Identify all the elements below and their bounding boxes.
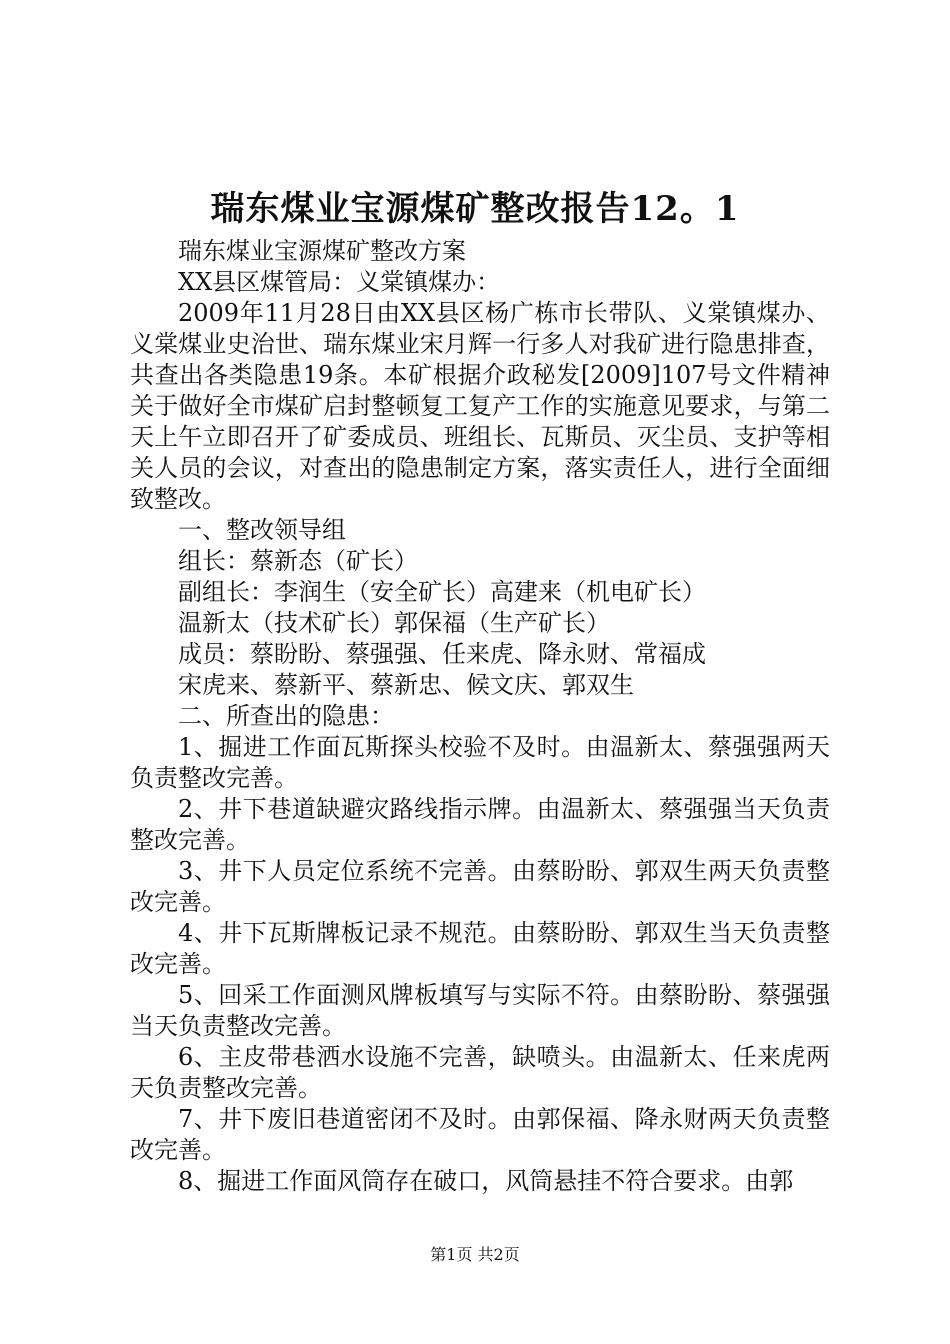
list-item: 8、掘进工作面风筒存在破口，风筒悬挂不符合要求。由郭: [178, 1167, 794, 1195]
paragraph: 瑞东煤业宝源煤矿整改方案: [178, 237, 466, 265]
list-item: 6、主皮带巷洒水设施不完善，缺喷头。由温新太、任来虎两天负责整改完善。: [130, 1043, 830, 1102]
paragraph: 组长：蔡新态（矿长）: [178, 547, 418, 575]
list-item: 4、井下瓦斯牌板记录不规范。由蔡盼盼、郭双生当天负责整改完善。: [130, 919, 830, 978]
paragraph: 成员：蔡盼盼、蔡强强、任来虎、降永财、常福成: [178, 640, 706, 668]
paragraph: 副组长：李润生（安全矿长）高建来（机电矿长）: [178, 578, 706, 606]
paragraph: 宋虎来、蔡新平、蔡新忠、候文庆、郭双生: [178, 671, 634, 699]
section-heading: 二、所查出的隐患：: [178, 702, 394, 730]
list-item: 1、掘进工作面瓦斯探头校验不及时。由温新太、蔡强强两天负责整改完善。: [130, 733, 830, 792]
list-item: 7、井下废旧巷道密闭不及时。由郭保福、降永财两天负责整改完善。: [130, 1105, 830, 1164]
list-item: 2、井下巷道缺避灾路线指示牌。由温新太、蔡强强当天负责整改完善。: [130, 795, 830, 854]
paragraph: 温新太（技术矿长）郭保福（生产矿长）: [178, 609, 610, 637]
document-title: 瑞东煤业宝源煤矿整改报告12。1: [210, 189, 740, 229]
document-body: [130, 236, 830, 1197]
list-item: 5、回采工作面测风牌板填写与实际不符。由蔡盼盼、蔡强强当天负责整改完善。: [130, 981, 830, 1040]
paragraph: 2009年11月28日由XX县区杨广栋市长带队、义棠镇煤办、义棠煤业史治世、瑞东煤业宋月辉一行多人对我矿进行隐患排查，共查出各类隐患19条。本矿根据介政秘发[2009]107号文件精神关于做好全市煤矿启封整顿复工复产工作的实施意见要求，与第二天上午立即召开了矿委成员、班组长、瓦斯员、灭尘员、支护等相关人员的会议，对查出的隐患制定方案，落实责任人，进行全面细致整改。: [130, 299, 830, 513]
paragraph: XX县区煤管局：义棠镇煤办：: [178, 268, 501, 296]
page-footer: 第1页 共2页: [430, 1245, 520, 1264]
list-item: 3、井下人员定位系统不完善。由蔡盼盼、郭双生两天负责整改完善。: [130, 857, 830, 916]
section-heading: 一、整改领导组: [178, 516, 346, 544]
